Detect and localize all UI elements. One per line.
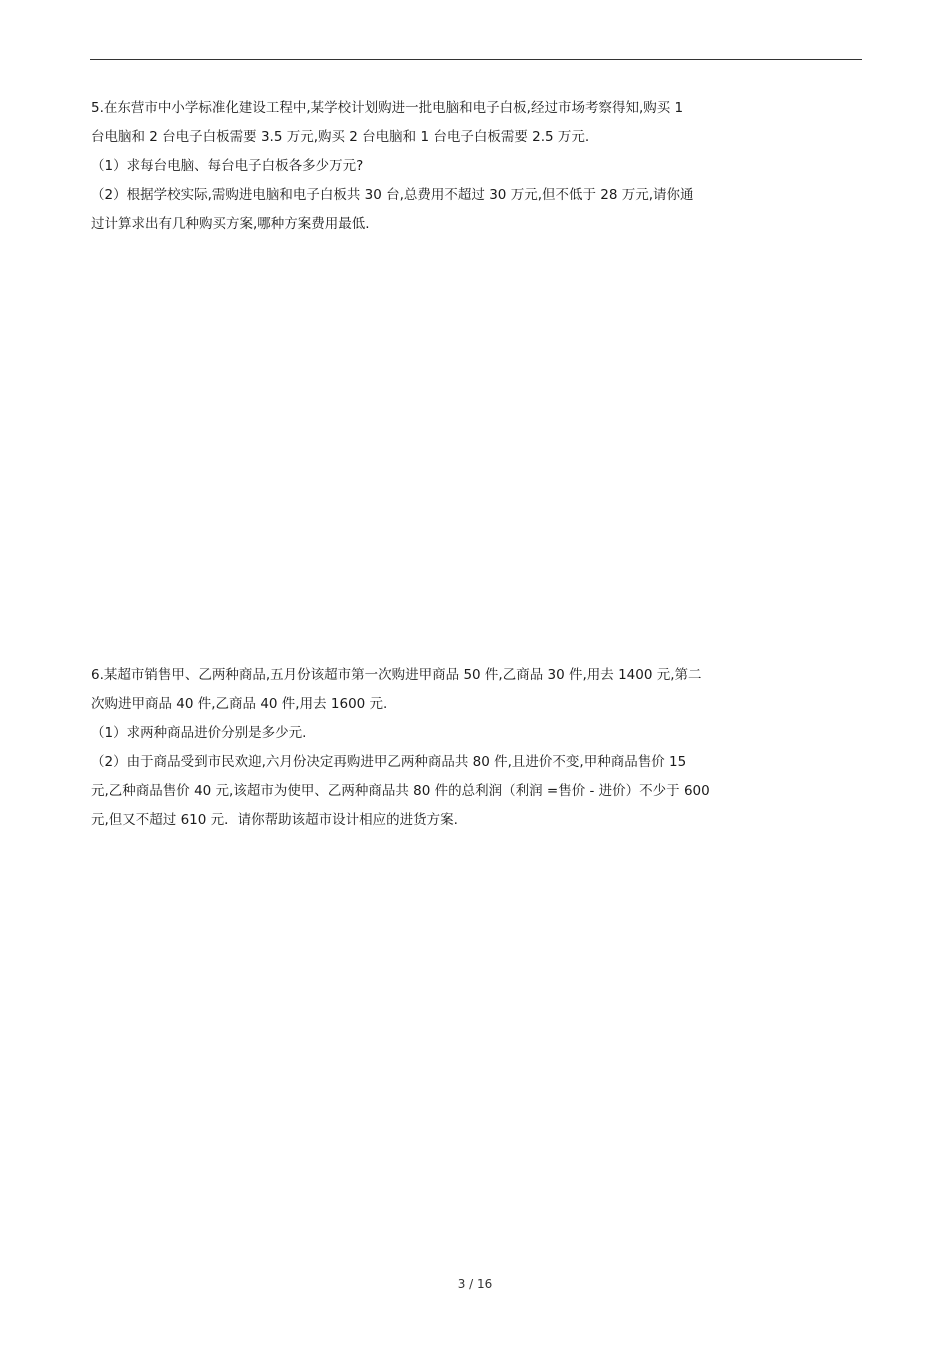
page-number: 3 / 16	[457, 1277, 493, 1291]
problem-5-part-2: （2）根据学校实际,需购进电脑和电子白板共 30 台,总费用不超过 30 万元,但不低于 28 万元,请你通	[91, 187, 694, 203]
problem-5	[91, 94, 831, 239]
header-rule	[90, 59, 862, 60]
problem-5-line-1: 5.在东营市中小学标准化建设工程中,某学校计划购进一批电脑和电子白板,经过市场考察得知,购买 1	[91, 100, 684, 116]
problem-6-part-2: （2）由于商品受到市民欢迎,六月份决定再购进甲乙两种商品共 80 件,且进价不变,甲种商品售价 15	[91, 754, 687, 770]
problem-5-part-2-cont: 过计算求出有几种购买方案,哪种方案费用最低.	[91, 216, 370, 232]
problem-5-line-2: 台电脑和 2 台电子白板需要 3.5 万元,购买 2 台电脑和 1 台电子白板需要 2.5 万元.	[91, 129, 590, 145]
problem-6-line-2: 次购进甲商品 40 件,乙商品 40 件,用去 1600 元.	[91, 696, 388, 712]
problem-6-part-1: （1）求两种商品进价分别是多少元.	[91, 725, 307, 741]
problem-6-part-2-cont-1: 元,乙种商品售价 40 元,该超市为使甲、乙两种商品共 80 件的总利润（利润 =售价 - 进价）不少于 600	[91, 783, 710, 799]
problem-6-line-1: 6.某超市销售甲、乙两种商品,五月份该超市第一次购进甲商品 50 件,乙商品 30 件,用去 1400 元,第二	[91, 667, 702, 683]
problem-6	[91, 661, 831, 835]
problem-5-part-1: （1）求每台电脑、每台电子白板各多少万元?	[91, 158, 364, 174]
problem-6-part-2-cont-2: 元,但又不超过 610 元．请你帮助该超市设计相应的进货方案.	[91, 812, 458, 828]
